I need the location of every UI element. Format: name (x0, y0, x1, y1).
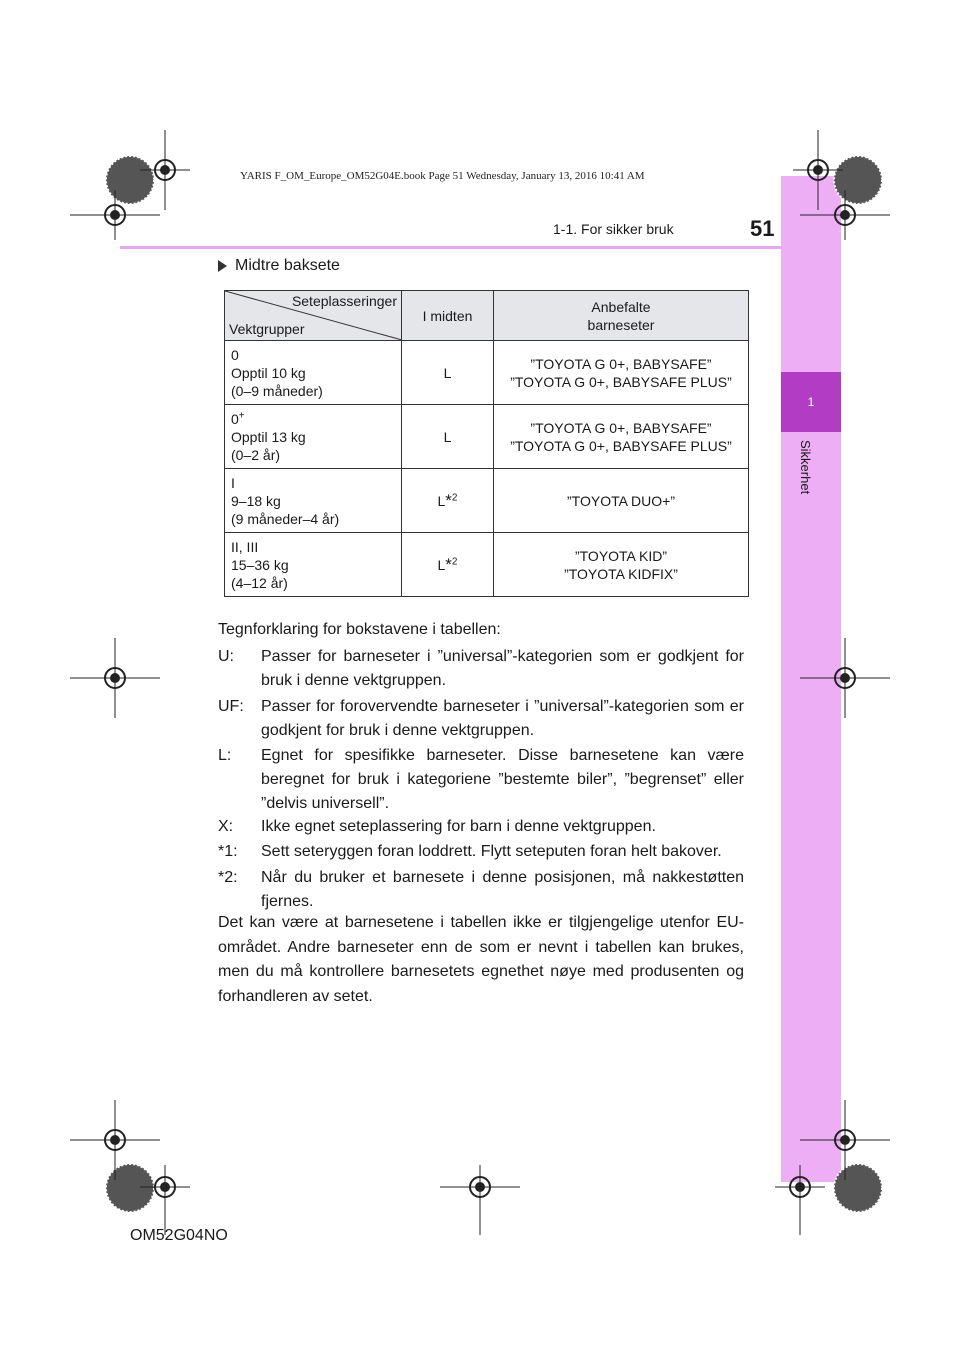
recommended-cell (494, 469, 749, 533)
legend-key: U: (218, 648, 234, 665)
page-number: 51 (750, 216, 775, 241)
group-class: II, III (231, 538, 259, 555)
weight-group-cell (225, 469, 402, 533)
legend-key: *2: (218, 869, 238, 886)
crosshair-icon (70, 638, 160, 718)
document-code: OM52G04NO (130, 1227, 228, 1244)
group-class: I (231, 474, 235, 491)
header-recommended-line-1: Anbefalte (591, 298, 651, 315)
footnote-asterisk-icon: * (445, 490, 452, 510)
legend-item-l (218, 744, 744, 816)
seat-name: ”TOYOTA G 0+, BABYSAFE PLUS” (510, 373, 732, 390)
group-weight: Opptil 13 kg (231, 428, 306, 445)
body-paragraph: Det kan være at barnesetene i tabellen ikke er tilgjengelige utenfor EU-området. Andre barneseter enn de som er nevnt i tabellen kan brukes, men du må kontrollere barnesetets egnethet nøye med produsenten og forhandleren av setet. (218, 914, 744, 1005)
header-middle: I midten (402, 291, 494, 341)
footnote-asterisk-icon: * (445, 554, 452, 574)
seat-name: ”TOYOTA KID” (574, 547, 668, 564)
recommended-cell (494, 341, 749, 405)
child-seat-table (224, 290, 749, 597)
group-weight: 9–18 kg (231, 492, 281, 509)
legend-text: Egnet for spesifikke barneseter. Disse barnesetene kan være beregnet for bruk i kategoriene ”bestemte biler”, ”begrenset” eller ”delvis universell”. (261, 747, 744, 812)
seat-name: ”TOYOTA DUO+” (567, 492, 675, 509)
legend-item-note-2 (218, 866, 744, 914)
crosshair-icon (800, 190, 890, 240)
middle-cell (402, 341, 494, 405)
subheading (218, 257, 340, 275)
legend-item-uf (218, 695, 744, 743)
table-row (225, 533, 749, 597)
print-metadata: YARIS F_OM_Europe_OM52G04E.book Page 51 Wednesday, January 13, 2016 10:41 AM (240, 170, 645, 182)
middle-value: L (437, 556, 446, 573)
middle-cell (402, 405, 494, 469)
seat-name: ”TOYOTA G 0+, BABYSAFE” (530, 355, 712, 372)
legend-key: L: (218, 747, 232, 764)
group-age: (4–12 år) (231, 574, 288, 591)
middle-value: L (437, 492, 446, 509)
header-rule (120, 246, 782, 249)
header-seat-positions: Seteplasseringer (291, 293, 397, 309)
crosshair-icon (70, 190, 160, 240)
crosshair-icon (140, 1165, 190, 1235)
seat-name: ”TOYOTA KIDFIX” (564, 565, 678, 582)
triangle-bullet-icon (218, 260, 227, 272)
legend-item-x (218, 815, 744, 839)
table-row (225, 341, 749, 405)
seat-name: ”TOYOTA G 0+, BABYSAFE PLUS” (510, 437, 732, 454)
crosshair-icon (440, 1165, 520, 1235)
legend-text: Passer for forovervendte barneseter i ”universal”-kategorien som er godkjent for bruk i denne vektgruppen. (261, 698, 744, 739)
group-weight: 15–36 kg (231, 556, 289, 573)
legend-text: Passer for barneseter i ”universal”-kategorien som er godkjent for bruk i denne vektgruppen. (261, 648, 744, 689)
group-weight: Opptil 10 kg (231, 364, 306, 381)
header-recommended-line-2: barneseter (587, 316, 655, 333)
legend-text: Sett seteryggen foran loddrett. Flytt seteputen foran helt bakover. (261, 843, 722, 860)
legend-key: UF: (218, 698, 244, 715)
legend-key: *1: (218, 843, 238, 860)
weight-group-cell (225, 533, 402, 597)
group-age: (0–9 måneder) (231, 382, 323, 399)
middle-value: L (443, 364, 452, 381)
chapter-number: 1 (807, 395, 815, 409)
seat-name: ”TOYOTA G 0+, BABYSAFE” (530, 419, 712, 436)
legend-key: X: (218, 818, 234, 835)
group-age: (0–2 år) (231, 446, 281, 463)
footnote-number: 2 (451, 555, 458, 567)
section-title: 1-1. For sikker bruk (553, 221, 674, 237)
crosshair-icon (775, 1165, 825, 1235)
header-weight-groups: Vektgrupper (229, 321, 305, 337)
legend-item-note-1 (218, 840, 744, 864)
table-row (225, 405, 749, 469)
legend-text: Ikke egnet seteplassering for barn i denne vektgruppen. (261, 818, 656, 835)
chapter-label: Sikkerhet (798, 440, 813, 495)
subheading-text: Midtre baksete (235, 257, 340, 274)
diagonal-header-cell (225, 291, 402, 341)
footnote-number: 2 (451, 491, 458, 503)
chapter-number-box (781, 372, 841, 432)
group-age: (9 måneder–4 år) (231, 510, 340, 527)
recommended-cell (494, 405, 749, 469)
group-superscript: + (238, 409, 245, 421)
recommended-cell (494, 533, 749, 597)
weight-group-cell (225, 341, 402, 405)
weight-group-cell (225, 405, 402, 469)
legend-intro: Tegnforklaring for bokstavene i tabellen: (218, 621, 501, 638)
legend-text: Når du bruker et barnesete i denne posisjonen, må nakkestøtten fjernes. (261, 869, 744, 910)
table-row (225, 469, 749, 533)
header-recommended (494, 291, 749, 341)
table-header-row (225, 291, 749, 341)
group-class: 0 (231, 346, 239, 363)
middle-cell (402, 469, 494, 533)
middle-value: L (443, 428, 452, 445)
crosshair-icon (800, 638, 890, 718)
middle-cell (402, 533, 494, 597)
legend-item-u (218, 645, 744, 693)
group-class: 0 (231, 410, 239, 427)
